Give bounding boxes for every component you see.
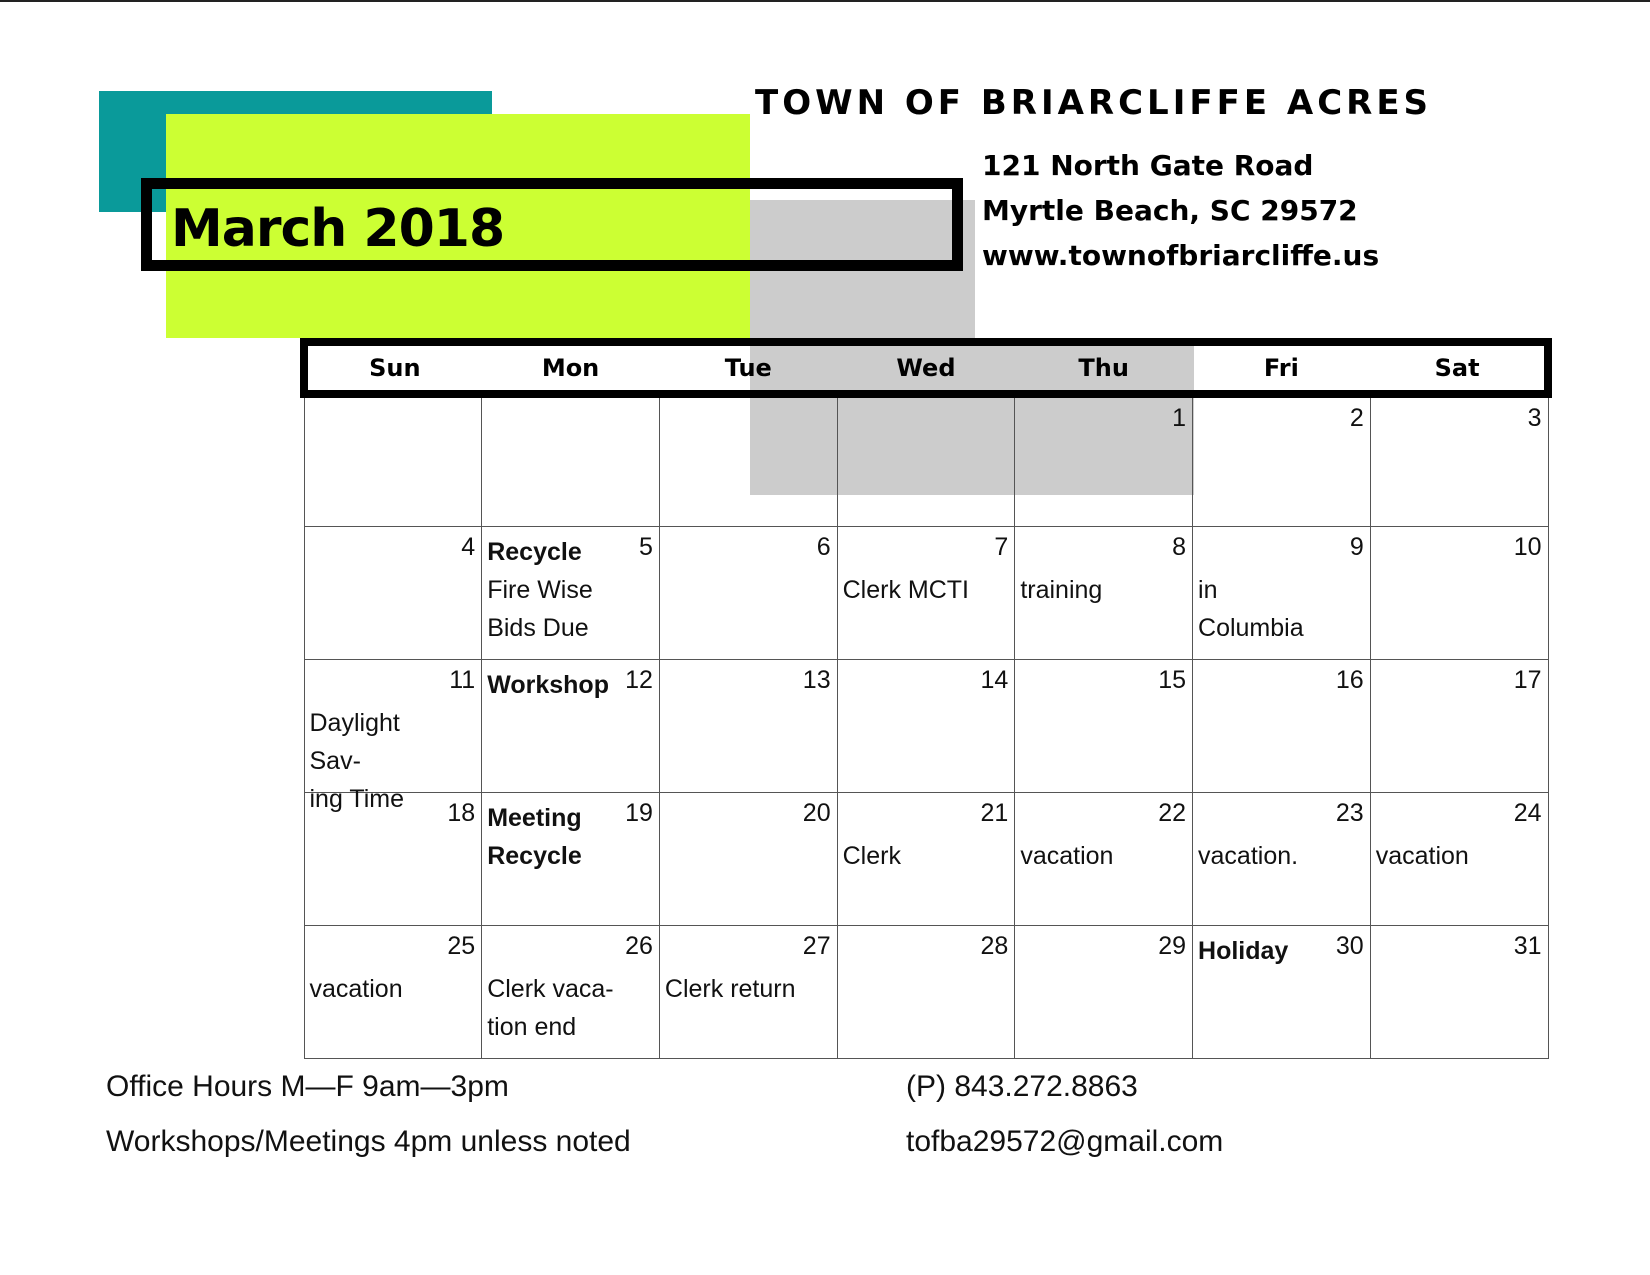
day-number: 28	[980, 932, 1009, 960]
day-cell	[482, 394, 660, 527]
event-line: Recycle	[487, 538, 582, 566]
day-number: 26	[625, 932, 653, 960]
day-cell	[659, 394, 837, 527]
day-number: 3	[1527, 404, 1542, 432]
day-event	[1376, 837, 1508, 875]
day-event	[487, 666, 619, 704]
day-cell	[482, 527, 660, 660]
event-line: vacation	[1020, 842, 1114, 870]
day-cell	[482, 660, 660, 793]
day-number: 24	[1513, 799, 1542, 827]
day-cell	[837, 394, 1015, 527]
day-number: 19	[625, 799, 653, 827]
phone-number: (P) 843.272.8863	[906, 1070, 1138, 1103]
weekday-wed: Wed	[837, 342, 1015, 394]
org-website: www.townofbriarcliffe.us	[982, 239, 1380, 272]
weekday-sun: Sun	[304, 342, 482, 394]
event-line: Clerk MCTI	[842, 576, 969, 604]
event-line: Recycle	[487, 842, 582, 870]
day-cell	[1370, 926, 1548, 1059]
day-number: 14	[980, 666, 1009, 694]
org-name: TOWN OF BRIARCLIFFE ACRES	[755, 83, 1433, 123]
event-line: vacation	[309, 975, 403, 1003]
day-event	[1198, 571, 1330, 647]
day-number: 2	[1349, 404, 1364, 432]
day-event	[1020, 837, 1152, 875]
event-line: Holiday	[1198, 937, 1289, 965]
org-city: Myrtle Beach, SC 29572	[982, 194, 1358, 227]
day-cell	[1370, 527, 1548, 660]
day-event	[310, 970, 442, 1008]
event-line: Bids Due	[487, 614, 589, 642]
day-cell	[1193, 793, 1371, 926]
event-line: Workshop	[487, 671, 609, 699]
weekday-header-row	[304, 342, 1548, 394]
day-cell	[482, 793, 660, 926]
event-line: tion end	[487, 1013, 577, 1041]
week-row	[304, 394, 1548, 527]
event-line: Fire Wise	[487, 576, 593, 604]
day-number: 25	[447, 932, 476, 960]
day-cell	[304, 394, 482, 527]
day-cell	[304, 793, 482, 926]
calendar-body	[304, 394, 1548, 1059]
top-rule	[0, 0, 1650, 2]
day-number: 15	[1158, 666, 1187, 694]
day-cell	[1370, 793, 1548, 926]
day-cell	[304, 527, 482, 660]
day-event	[1020, 571, 1152, 609]
event-line: Meeting	[487, 804, 582, 832]
day-number: 12	[625, 666, 653, 694]
day-number: 5	[639, 533, 653, 561]
day-cell	[1015, 527, 1193, 660]
day-cell	[1193, 394, 1371, 527]
day-number: 18	[447, 799, 476, 827]
day-number: 7	[994, 533, 1009, 561]
day-cell	[659, 660, 837, 793]
weekday-sat: Sat	[1370, 342, 1548, 394]
day-cell	[837, 527, 1015, 660]
email-address: tofba29572@gmail.com	[906, 1125, 1224, 1158]
day-cell	[1015, 660, 1193, 793]
day-cell	[482, 926, 660, 1059]
event-line: Clerk return	[664, 975, 796, 1003]
month-title: March 2018	[171, 199, 505, 259]
event-line: Clerk	[842, 842, 901, 870]
week-row	[304, 926, 1548, 1059]
day-cell	[837, 926, 1015, 1059]
weekday-thu: Thu	[1015, 342, 1193, 394]
event-line: Clerk vaca-	[487, 975, 614, 1003]
day-event	[843, 571, 975, 609]
day-number: 4	[461, 533, 476, 561]
day-event	[665, 970, 797, 1008]
event-line: vacation.	[1198, 842, 1299, 870]
event-line: vacation	[1375, 842, 1469, 870]
day-number: 30	[1335, 932, 1364, 960]
office-hours: Office Hours M—F 9am—3pm	[106, 1070, 509, 1103]
week-row	[304, 660, 1548, 793]
weekday-fri: Fri	[1193, 342, 1371, 394]
day-number: 8	[1172, 533, 1187, 561]
day-number: 11	[449, 666, 476, 694]
weekday-mon: Mon	[482, 342, 660, 394]
day-cell	[837, 793, 1015, 926]
day-number: 17	[1513, 666, 1542, 694]
org-address: 121 North Gate Road	[982, 149, 1314, 182]
day-cell	[1370, 660, 1548, 793]
day-cell	[659, 793, 837, 926]
day-number: 6	[816, 533, 831, 561]
day-cell	[1015, 394, 1193, 527]
day-number: 16	[1335, 666, 1364, 694]
day-cell	[1015, 926, 1193, 1059]
day-event	[1198, 837, 1330, 875]
day-cell	[1193, 926, 1371, 1059]
day-event	[843, 837, 975, 875]
day-cell	[659, 926, 837, 1059]
day-event	[1198, 932, 1330, 970]
day-number: 27	[802, 932, 831, 960]
day-number: 22	[1158, 799, 1187, 827]
calendar-grid	[300, 338, 1552, 1059]
day-event	[487, 533, 619, 647]
day-number: 23	[1335, 799, 1364, 827]
day-number: 10	[1513, 533, 1542, 561]
event-line: ing Time	[309, 785, 404, 813]
day-cell	[1193, 527, 1371, 660]
day-number: 9	[1349, 533, 1364, 561]
weekday-tue: Tue	[659, 342, 837, 394]
event-line: training	[1020, 576, 1103, 604]
meeting-note: Workshops/Meetings 4pm unless noted	[106, 1125, 631, 1158]
day-number: 13	[802, 666, 831, 694]
day-cell	[1193, 660, 1371, 793]
day-cell	[659, 527, 837, 660]
week-row	[304, 527, 1548, 660]
day-number: 31	[1513, 932, 1542, 960]
day-event	[487, 799, 619, 875]
event-line: Daylight Sav-	[309, 709, 400, 775]
day-event	[487, 970, 619, 1046]
day-cell	[304, 926, 482, 1059]
day-cell	[1015, 793, 1193, 926]
day-number: 20	[802, 799, 831, 827]
day-cell	[1370, 394, 1548, 527]
week-row	[304, 793, 1548, 926]
day-number: 29	[1158, 932, 1187, 960]
event-line: in Columbia	[1198, 576, 1304, 642]
day-number: 21	[980, 799, 1009, 827]
day-cell	[837, 660, 1015, 793]
day-number: 1	[1172, 404, 1187, 432]
